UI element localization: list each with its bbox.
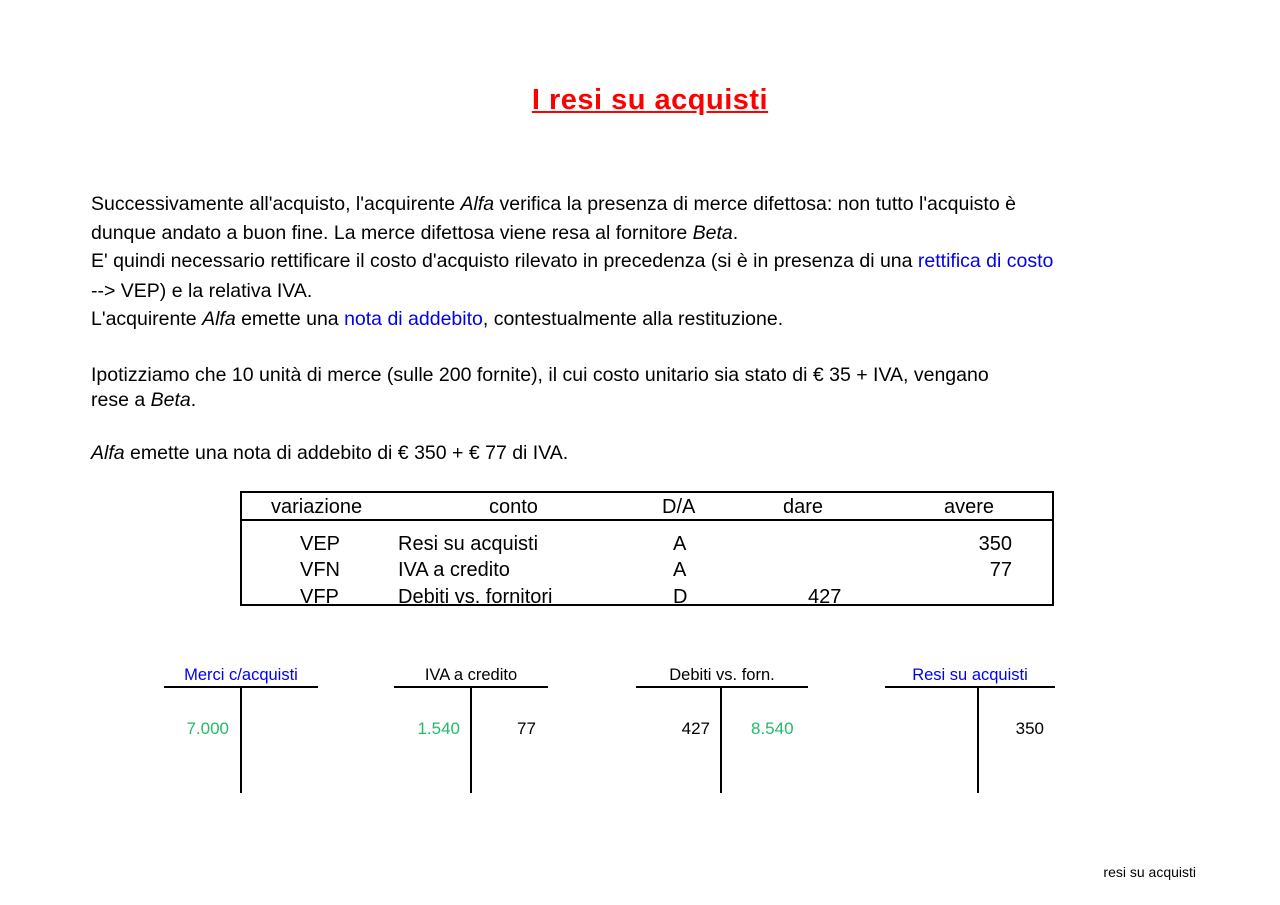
text: E' quindi necessario rettificare il costo d'acquisto rilevato in precedenza (si è in presenza di una bbox=[91, 250, 918, 272]
t-account-line bbox=[636, 686, 808, 688]
t-account-divider bbox=[977, 686, 979, 793]
t-account-divider bbox=[240, 686, 242, 793]
header-avere: avere bbox=[944, 496, 995, 518]
row-2-variazione: VFN bbox=[300, 559, 340, 581]
t-account-debiti-avere: 8.540 bbox=[751, 719, 794, 738]
paragraph-line-8 bbox=[91, 439, 568, 467]
text: . bbox=[190, 389, 197, 411]
buyer-name: Alfa bbox=[202, 308, 236, 330]
supplier-name: Beta bbox=[150, 389, 191, 411]
row-2-avere: 77 bbox=[989, 559, 1012, 581]
t-account-line bbox=[885, 686, 1055, 688]
supplier-name: Beta bbox=[692, 222, 733, 244]
text: verifica la presenza di merce difettosa: non tutto l'acquisto è bbox=[494, 193, 1016, 215]
header-dare: dare bbox=[783, 496, 824, 518]
text: . bbox=[732, 222, 739, 244]
table-header-divider bbox=[242, 519, 1052, 521]
header-da: D/A bbox=[662, 496, 696, 518]
text: emette una bbox=[235, 308, 345, 330]
t-account-divider bbox=[470, 686, 472, 793]
row-1-variazione: VEP bbox=[300, 533, 341, 555]
row-1-avere: 350 bbox=[978, 533, 1012, 555]
header-conto: conto bbox=[489, 496, 538, 518]
buyer-name: Alfa bbox=[91, 442, 125, 464]
t-account-divider bbox=[720, 686, 722, 793]
row-1-da: A bbox=[673, 533, 687, 555]
t-account-title-merci: Merci c/acquisti bbox=[184, 666, 298, 684]
t-account-iva-avere: 77 bbox=[517, 719, 536, 738]
paragraph-line-6: Ipotizziamo che 10 unità di merce (sulle 200 fornite), il cui costo unitario sia stato di € 35 + IVA, vengano bbox=[91, 364, 989, 386]
row-1-conto: Resi su acquisti bbox=[398, 533, 539, 555]
text: dunque andato a buon fine. La merce difettosa viene resa al fornitore bbox=[91, 222, 693, 244]
row-2-conto: IVA a credito bbox=[398, 559, 510, 581]
text: rese a bbox=[91, 389, 151, 411]
paragraph-line-2 bbox=[91, 219, 738, 247]
nota-di-addebito-link[interactable]: nota di addebito bbox=[344, 308, 483, 330]
text: Successivamente all'acquisto, l'acquirente bbox=[91, 193, 461, 215]
row-3-dare: 427 bbox=[808, 586, 842, 608]
paragraph-line-3 bbox=[91, 247, 1053, 275]
buyer-name: Alfa bbox=[460, 193, 495, 215]
row-3-variazione: VFP bbox=[300, 586, 339, 608]
text: L'acquirente bbox=[91, 308, 203, 330]
journal-entry-table bbox=[240, 491, 1054, 606]
paragraph-line-7 bbox=[91, 386, 196, 414]
header-variazione: variazione bbox=[271, 496, 363, 518]
paragraph-line-4: --> VEP) e la relativa IVA. bbox=[91, 280, 313, 302]
paragraph-line-5 bbox=[91, 305, 783, 333]
page-footer: resi su acquisti bbox=[1103, 864, 1196, 880]
row-3-da: D bbox=[673, 586, 688, 608]
t-account-resi-avere: 350 bbox=[1015, 719, 1044, 738]
t-account-title-resi: Resi su acquisti bbox=[912, 666, 1028, 684]
row-3-conto: Debiti vs. fornitori bbox=[398, 586, 553, 608]
t-account-title-debiti: Debiti vs. forn. bbox=[669, 666, 775, 684]
rettifica-di-costo-link[interactable]: rettifica di costo bbox=[917, 250, 1054, 272]
text: emette una nota di addebito di € 350 + € 77 di IVA. bbox=[124, 442, 569, 464]
t-account-title-iva: IVA a credito bbox=[424, 666, 518, 684]
paragraph-line-1 bbox=[91, 190, 1016, 218]
t-account-iva-dare: 1.540 bbox=[417, 719, 460, 738]
text: , contestualmente alla restituzione. bbox=[482, 308, 784, 330]
row-2-da: A bbox=[673, 559, 687, 581]
t-account-debiti-dare: 427 bbox=[681, 719, 710, 738]
t-account-merci-dare: 7.000 bbox=[186, 719, 229, 738]
page-title: I resi su acquisti bbox=[531, 84, 769, 116]
